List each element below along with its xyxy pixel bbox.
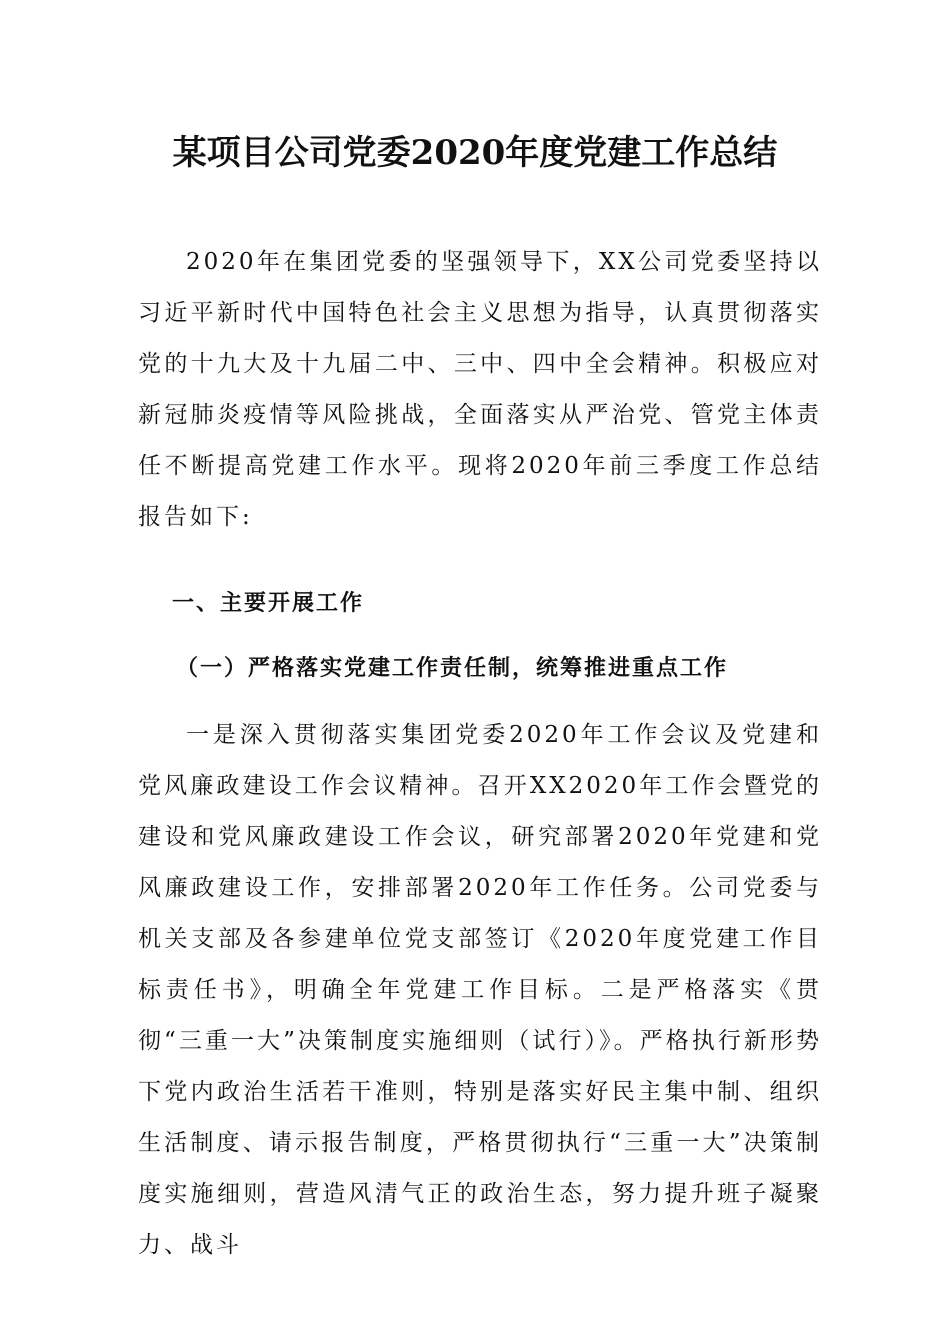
section-heading-main-work: 一、主要开展工作: [172, 591, 365, 616]
document-title: 某项目公司党委2020年度党建工作总结: [172, 133, 778, 173]
intro-paragraph: 2020年在集团党委的坚强领导下，XX公司党委坚持以习近平新时代中国特色社会主义思想为指导，认真贯彻落实党的十九大及十九届二中、三中、四中全会精神。积极应对新冠肺炎疫情等风险挑战，全面落实从严治党、管党主体责任不断提高党建工作水平。现将2020年前三季度工作总结报告如下:: [138, 249, 822, 530]
subsection-heading-responsibility: （一）严格落实党建工作责任制，统筹推进重点工作: [176, 655, 729, 681]
subsection-body-paragraph: 一是深入贯彻落实集团党委2020年工作会议及党建和党风廉政建设工作会议精神。召开XX2020年工作会暨党的建设和党风廉政建设工作会议，研究部署2020年党建和党风廉政建设工作，安排部署2020年工作任务。公司党委与机关支部及各参建单位党支部签订《2020年度党建工作目标责任书》，明确全年党建工作目标。二是严格落实《贯彻“三重一大”决策制度实施细则（试行）》。严格执行新形势下党内政治生活若干准则，特别是落实好民主集中制、组织生活制度、请示报告制度，严格贯彻执行“三重一大”决策制度实施细则，营造风清气正的政治生态，努力提升班子凝聚力、战斗: [138, 722, 822, 1258]
